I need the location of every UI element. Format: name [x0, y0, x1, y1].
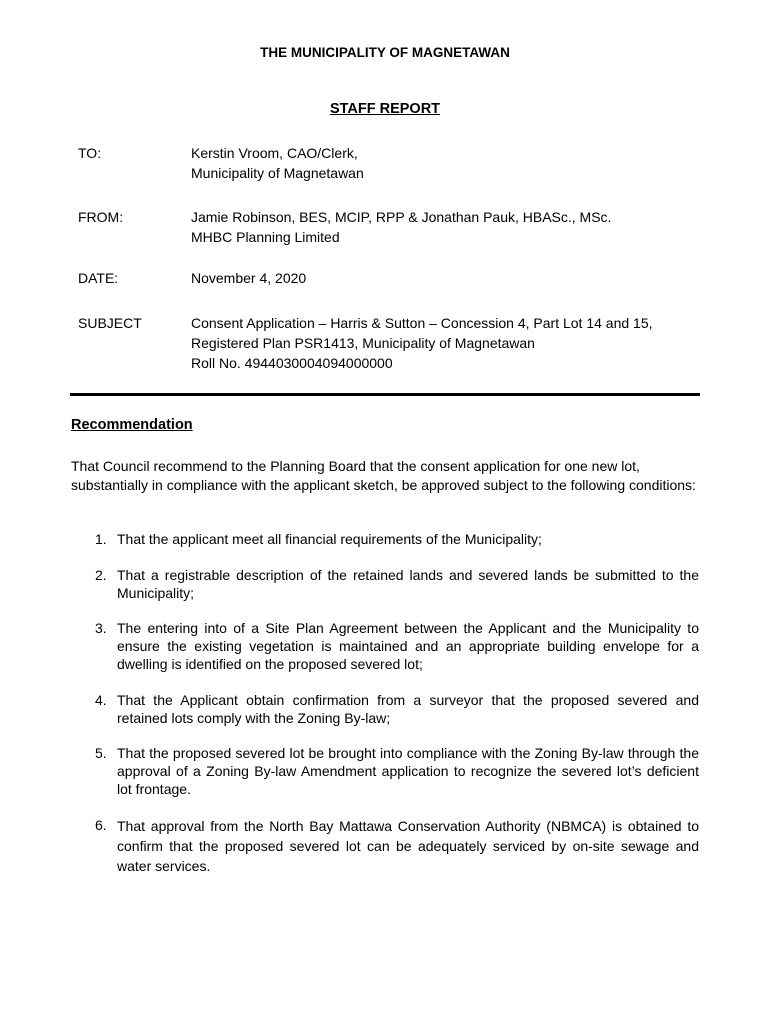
memo-to-line: Kerstin Vroom, CAO/Clerk,: [191, 145, 358, 161]
municipality-heading: THE MUNICIPALITY OF MAGNETAWAN: [260, 45, 510, 60]
condition-number: 6.: [95, 817, 107, 833]
condition-text: That the applicant meet all financial requirements of the Municipality;: [117, 531, 542, 547]
memo-date-value: [191, 268, 721, 288]
recommendation-intro: That Council recommend to the Planning Board that the consent application for one new lot, substantially in compliance with the applicant sketch, be approved subject to the following conditions:: [71, 458, 696, 493]
memo-from-line: MHBC Planning Limited: [191, 229, 340, 245]
memo-subject-line: Registered Plan PSR1413, Municipality of Magnetawan: [191, 335, 535, 351]
condition-number: 3.: [95, 620, 107, 636]
condition-number: 2.: [95, 567, 107, 583]
memo-subject-value: [191, 313, 721, 373]
condition-text: The entering into of a Site Plan Agreement between the Applicant and the Municipality to ensure the existing vegetation is maintained and an appropriate building envelope for a dwelling is identified on the proposed severed lot;: [117, 620, 699, 672]
horizontal-rule: [70, 393, 700, 396]
memo-from-value: [191, 207, 721, 247]
memo-to-value: [191, 143, 721, 183]
memo-to-label: TO:: [78, 145, 102, 161]
condition-text: That approval from the North Bay Mattawa Conservation Authority (NBMCA) is obtained to confirm that the proposed severed lot can be adequately serviced by on-site sewage and water services.: [117, 818, 699, 874]
memo-from-line: Jamie Robinson, BES, MCIP, RPP & Jonathan Pauk, HBASc., MSc.: [191, 209, 612, 225]
memo-date-line: November 4, 2020: [191, 270, 307, 286]
report-title: STAFF REPORT: [329, 101, 441, 117]
condition-number: 4.: [95, 692, 107, 708]
recommendation-heading: Recommendation: [71, 417, 193, 433]
memo-subject-line: Roll No. 4944030004094000000: [191, 355, 393, 371]
condition-number: 5.: [95, 745, 107, 761]
memo-to-line: Municipality of Magnetawan: [191, 165, 364, 181]
memo-from-label: FROM:: [78, 209, 124, 225]
memo-subject-line: Consent Application – Harris & Sutton – Concession 4, Part Lot 14 and 15,: [191, 315, 653, 331]
condition-number: 1.: [95, 531, 107, 547]
memo-subject-label: SUBJECT: [78, 315, 142, 331]
condition-text: That the Applicant obtain confirmation from a surveyor that the proposed severed and retained lots comply with the Zoning By-law;: [117, 692, 699, 726]
condition-text: That a registrable description of the retained lands and severed lands be submitted to the Municipality;: [117, 567, 699, 601]
condition-text: That the proposed severed lot be brought into compliance with the Zoning By-law through the approval of a Zoning By-law Amendment application to recognize the severed lot’s deficient lot frontage.: [117, 745, 699, 797]
memo-date-label: DATE:: [78, 270, 119, 286]
